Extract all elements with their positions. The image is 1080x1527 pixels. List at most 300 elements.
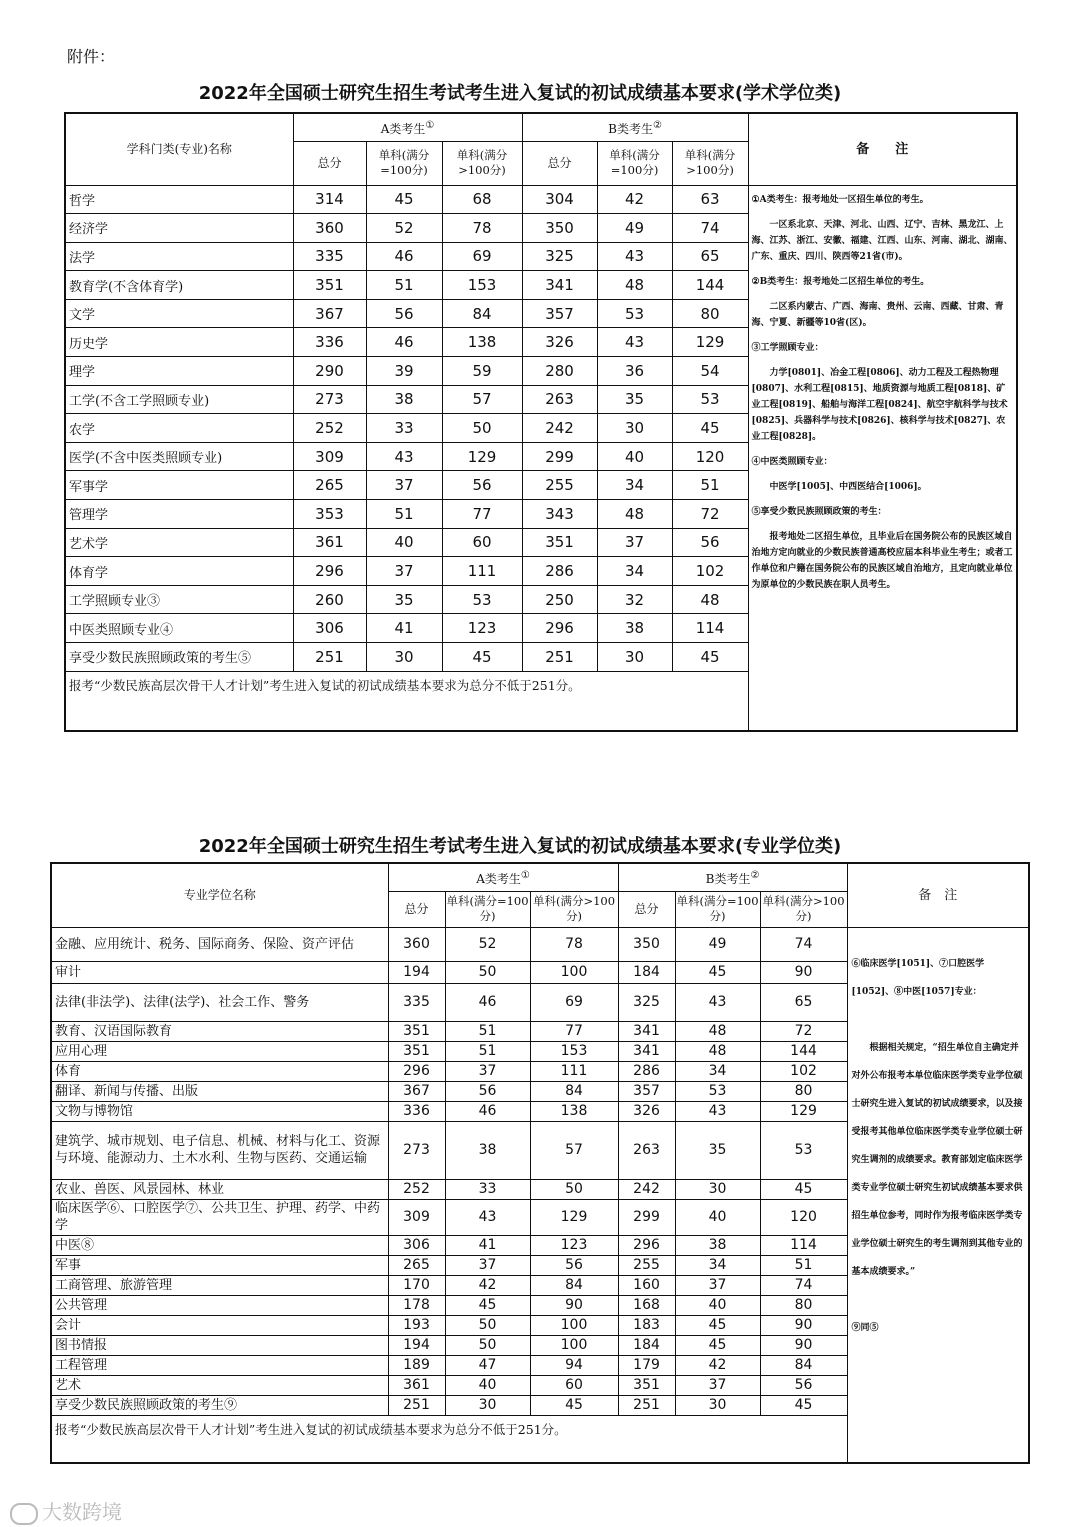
table-row bbox=[65, 185, 1017, 214]
score-cell: 36 bbox=[597, 357, 672, 386]
notes-cell bbox=[748, 185, 1017, 731]
score-cell: 41 bbox=[366, 614, 442, 643]
score-cell: 38 bbox=[675, 1235, 760, 1255]
score-cell: 54 bbox=[672, 357, 748, 386]
score-cell: 51 bbox=[445, 1041, 530, 1061]
score-cell: 37 bbox=[366, 471, 442, 500]
row-name: 法律(非法学)、法律(法学)、社会工作、警务 bbox=[51, 983, 388, 1021]
score-cell: 84 bbox=[760, 1355, 847, 1375]
row-name: 历史学 bbox=[65, 328, 293, 357]
score-cell: 138 bbox=[530, 1101, 618, 1121]
col-header-a-single100: 单科(满分=100分) bbox=[366, 141, 442, 185]
score-cell: 296 bbox=[388, 1061, 445, 1081]
score-cell: 194 bbox=[388, 1335, 445, 1355]
score-cell: 45 bbox=[445, 1295, 530, 1315]
score-cell: 242 bbox=[522, 414, 597, 443]
score-cell: 90 bbox=[760, 1335, 847, 1355]
score-cell: 59 bbox=[442, 357, 522, 386]
score-cell: 30 bbox=[597, 643, 672, 672]
score-cell: 360 bbox=[293, 214, 366, 243]
score-cell: 326 bbox=[522, 328, 597, 357]
score-cell: 45 bbox=[675, 961, 760, 983]
score-cell: 242 bbox=[618, 1179, 675, 1199]
score-cell: 30 bbox=[366, 643, 442, 672]
col-header-name: 专业学位名称 bbox=[51, 863, 388, 927]
score-cell: 100 bbox=[530, 1315, 618, 1335]
score-cell: 52 bbox=[366, 214, 442, 243]
score-cell: 37 bbox=[597, 528, 672, 557]
col-header-a-total: 总分 bbox=[388, 891, 445, 927]
attachment-label: 附件： bbox=[67, 47, 116, 66]
score-cell: 144 bbox=[760, 1041, 847, 1061]
score-cell: 184 bbox=[618, 1335, 675, 1355]
row-name: 享受少数民族照顾政策的考生⑤ bbox=[65, 643, 293, 672]
score-cell: 63 bbox=[672, 185, 748, 214]
score-cell: 357 bbox=[522, 299, 597, 328]
score-cell: 43 bbox=[366, 442, 442, 471]
note-paragraph: ②B类考生：报考地处二区招生单位的考生。 bbox=[751, 276, 930, 287]
score-cell: 46 bbox=[445, 983, 530, 1021]
watermark: 大数跨境 bbox=[10, 1496, 122, 1525]
row-name: 翻译、新闻与传播、出版 bbox=[51, 1081, 388, 1101]
score-cell: 251 bbox=[618, 1395, 675, 1415]
note-paragraph: 根据相关规定，“招生单位自主确定并对外公布报考本单位临床医学类专业学位硕士研究生进入复试的初试成绩要求，以及接受报考其他单位临床医学类专业学位硕士研究生调剂的成绩要求。教育部划定临床医学类专业学位硕士研究生初试成绩基本要求供招生单位参考，同时作为报考临床医学类专业学位硕士研究生的考生调剂到其他专业的基本成绩要求。” bbox=[851, 1042, 1023, 1277]
row-name: 工学(不含工学照顾专业) bbox=[65, 385, 293, 414]
score-cell: 343 bbox=[522, 500, 597, 529]
score-cell: 45 bbox=[675, 1335, 760, 1355]
score-cell: 51 bbox=[366, 500, 442, 529]
footer-note: 报考“少数民族高层次骨干人才计划”考生进入复试的初试成绩基本要求为总分不低于251分。 bbox=[51, 1415, 847, 1463]
score-cell: 251 bbox=[293, 643, 366, 672]
score-cell: 35 bbox=[366, 585, 442, 614]
score-cell: 69 bbox=[530, 983, 618, 1021]
col-header-b-single100: 单科(满分=100分) bbox=[597, 141, 672, 185]
score-cell: 74 bbox=[760, 1275, 847, 1295]
col-header-notes: 备 注 bbox=[847, 863, 1029, 927]
score-cell: 351 bbox=[388, 1021, 445, 1041]
score-cell: 350 bbox=[618, 927, 675, 961]
row-name: 会计 bbox=[51, 1315, 388, 1335]
row-name: 中医⑧ bbox=[51, 1235, 388, 1255]
score-cell: 102 bbox=[760, 1061, 847, 1081]
score-cell: 309 bbox=[388, 1199, 445, 1235]
row-name: 军事 bbox=[51, 1255, 388, 1275]
score-cell: 47 bbox=[445, 1355, 530, 1375]
row-name: 体育 bbox=[51, 1061, 388, 1081]
col-header-a-single100: 单科(满分=100分) bbox=[445, 891, 530, 927]
score-cell: 168 bbox=[618, 1295, 675, 1315]
score-cell: 160 bbox=[618, 1275, 675, 1295]
score-cell: 144 bbox=[672, 271, 748, 300]
score-cell: 46 bbox=[366, 328, 442, 357]
row-name: 医学(不含中医类照顾专业) bbox=[65, 442, 293, 471]
score-cell: 45 bbox=[442, 643, 522, 672]
score-cell: 40 bbox=[597, 442, 672, 471]
score-cell: 40 bbox=[445, 1375, 530, 1395]
score-cell: 33 bbox=[366, 414, 442, 443]
col-header-b-group: B类考生② bbox=[618, 863, 847, 891]
score-cell: 43 bbox=[597, 242, 672, 271]
score-cell: 46 bbox=[445, 1101, 530, 1121]
score-cell: 255 bbox=[618, 1255, 675, 1275]
score-cell: 53 bbox=[760, 1121, 847, 1179]
note-paragraph: 二区系内蒙古、广西、海南、贵州、云南、西藏、甘肃、青海、宁夏、新疆等10省(区)。 bbox=[751, 301, 1004, 328]
note-paragraph: ⑥临床医学[1051]、⑦口腔医学[1052]、⑧中医[1057]专业： bbox=[851, 958, 985, 997]
col-header-a-single-gt100: 单科(满分>100分) bbox=[530, 891, 618, 927]
score-cell: 50 bbox=[445, 1315, 530, 1335]
score-cell: 45 bbox=[366, 185, 442, 214]
score-cell: 286 bbox=[522, 557, 597, 586]
score-cell: 189 bbox=[388, 1355, 445, 1375]
score-cell: 72 bbox=[672, 500, 748, 529]
score-cell: 69 bbox=[442, 242, 522, 271]
table1-title: 2022年全国硕士研究生招生考试考生进入复试的初试成绩基本要求(学术学位类) bbox=[198, 83, 842, 104]
score-cell: 351 bbox=[293, 271, 366, 300]
score-cell: 326 bbox=[618, 1101, 675, 1121]
note-paragraph: ⑨同⑤ bbox=[851, 1322, 879, 1333]
score-cell: 178 bbox=[388, 1295, 445, 1315]
score-cell: 43 bbox=[675, 983, 760, 1021]
score-cell: 360 bbox=[388, 927, 445, 961]
score-cell: 325 bbox=[522, 242, 597, 271]
score-cell: 53 bbox=[442, 585, 522, 614]
row-name: 建筑学、城市规划、电子信息、机械、材料与化工、资源与环境、能源动力、土木水利、生物与医药、交通运输 bbox=[51, 1121, 388, 1179]
notes-cell bbox=[847, 927, 1029, 1463]
score-cell: 335 bbox=[293, 242, 366, 271]
note-paragraph: 中医学[1005]、中西医结合[1006]。 bbox=[751, 481, 927, 492]
row-name: 艺术 bbox=[51, 1375, 388, 1395]
score-cell: 72 bbox=[760, 1021, 847, 1041]
score-cell: 123 bbox=[530, 1235, 618, 1255]
score-cell: 129 bbox=[760, 1101, 847, 1121]
score-cell: 51 bbox=[445, 1021, 530, 1041]
score-cell: 37 bbox=[675, 1275, 760, 1295]
score-cell: 102 bbox=[672, 557, 748, 586]
score-cell: 252 bbox=[388, 1179, 445, 1199]
row-name: 文物与博物馆 bbox=[51, 1101, 388, 1121]
col-header-a-single-gt100: 单科(满分>100分) bbox=[442, 141, 522, 185]
row-name: 金融、应用统计、税务、国际商务、保险、资产评估 bbox=[51, 927, 388, 961]
score-cell: 361 bbox=[388, 1375, 445, 1395]
score-cell: 280 bbox=[522, 357, 597, 386]
note-paragraph: ③工学照顾专业： bbox=[751, 342, 824, 353]
score-cell: 48 bbox=[597, 500, 672, 529]
row-name: 理学 bbox=[65, 357, 293, 386]
col-header-a-group: A类考生① bbox=[388, 863, 618, 891]
score-cell: 48 bbox=[675, 1041, 760, 1061]
score-cell: 53 bbox=[597, 299, 672, 328]
score-cell: 38 bbox=[445, 1121, 530, 1179]
score-cell: 74 bbox=[760, 927, 847, 961]
score-cell: 77 bbox=[530, 1021, 618, 1041]
score-cell: 265 bbox=[293, 471, 366, 500]
score-cell: 84 bbox=[530, 1275, 618, 1295]
score-cell: 32 bbox=[597, 585, 672, 614]
score-cell: 306 bbox=[293, 614, 366, 643]
score-cell: 65 bbox=[760, 983, 847, 1021]
score-cell: 80 bbox=[672, 299, 748, 328]
score-cell: 351 bbox=[618, 1375, 675, 1395]
row-name: 图书情报 bbox=[51, 1335, 388, 1355]
score-cell: 34 bbox=[597, 557, 672, 586]
score-cell: 351 bbox=[522, 528, 597, 557]
score-cell: 114 bbox=[760, 1235, 847, 1255]
note-paragraph: 力学[0801]、冶金工程[0806]、动力工程及工程热物理[0807]、水利工程[0815]、地质资源与地质工程[0818]、矿业工程[0819]、船舶与海洋工程[0824]、航空宇航科学与技术[0825]、兵器科学与技术[0826]、核科学与技术[0827]、农业工程[0828]。 bbox=[751, 367, 1008, 442]
score-cell: 40 bbox=[675, 1295, 760, 1315]
score-cell: 296 bbox=[293, 557, 366, 586]
score-cell: 80 bbox=[760, 1295, 847, 1315]
score-cell: 120 bbox=[760, 1199, 847, 1235]
row-name: 临床医学⑥、口腔医学⑦、公共卫生、护理、药学、中药学 bbox=[51, 1199, 388, 1235]
score-cell: 45 bbox=[675, 1315, 760, 1335]
row-name: 应用心理 bbox=[51, 1041, 388, 1061]
score-cell: 273 bbox=[293, 385, 366, 414]
score-cell: 299 bbox=[618, 1199, 675, 1235]
professional-degree-table bbox=[50, 862, 1030, 1464]
score-cell: 350 bbox=[522, 214, 597, 243]
col-header-b-single-gt100: 单科(满分>100分) bbox=[760, 891, 847, 927]
score-cell: 84 bbox=[442, 299, 522, 328]
score-cell: 42 bbox=[445, 1275, 530, 1295]
score-cell: 56 bbox=[366, 299, 442, 328]
score-cell: 314 bbox=[293, 185, 366, 214]
score-cell: 341 bbox=[618, 1041, 675, 1061]
score-cell: 357 bbox=[618, 1081, 675, 1101]
score-cell: 78 bbox=[442, 214, 522, 243]
score-cell: 56 bbox=[760, 1375, 847, 1395]
score-cell: 367 bbox=[388, 1081, 445, 1101]
score-cell: 336 bbox=[293, 328, 366, 357]
score-cell: 361 bbox=[293, 528, 366, 557]
row-name: 哲学 bbox=[65, 185, 293, 214]
score-cell: 120 bbox=[672, 442, 748, 471]
score-cell: 341 bbox=[522, 271, 597, 300]
row-name: 审计 bbox=[51, 961, 388, 983]
score-cell: 37 bbox=[445, 1061, 530, 1081]
row-name: 中医类照顾专业④ bbox=[65, 614, 293, 643]
col-header-notes: 备 注 bbox=[748, 113, 1017, 185]
score-cell: 45 bbox=[530, 1395, 618, 1415]
score-cell: 251 bbox=[388, 1395, 445, 1415]
score-cell: 304 bbox=[522, 185, 597, 214]
score-cell: 40 bbox=[366, 528, 442, 557]
row-name: 公共管理 bbox=[51, 1295, 388, 1315]
score-cell: 263 bbox=[522, 385, 597, 414]
row-name: 管理学 bbox=[65, 500, 293, 529]
row-name: 工学照顾专业③ bbox=[65, 585, 293, 614]
score-cell: 56 bbox=[530, 1255, 618, 1275]
row-name: 法学 bbox=[65, 242, 293, 271]
score-cell: 84 bbox=[530, 1081, 618, 1101]
score-cell: 49 bbox=[597, 214, 672, 243]
score-cell: 252 bbox=[293, 414, 366, 443]
score-cell: 129 bbox=[442, 442, 522, 471]
score-cell: 341 bbox=[618, 1021, 675, 1041]
footer-note: 报考“少数民族高层次骨干人才计划”考生进入复试的初试成绩基本要求为总分不低于251分。 bbox=[65, 671, 748, 731]
table-row bbox=[51, 927, 1029, 961]
score-cell: 48 bbox=[672, 585, 748, 614]
score-cell: 336 bbox=[388, 1101, 445, 1121]
score-cell: 33 bbox=[445, 1179, 530, 1199]
score-cell: 56 bbox=[442, 471, 522, 500]
score-cell: 290 bbox=[293, 357, 366, 386]
col-header-b-single100: 单科(满分=100分) bbox=[675, 891, 760, 927]
score-cell: 37 bbox=[445, 1255, 530, 1275]
score-cell: 60 bbox=[530, 1375, 618, 1395]
score-cell: 260 bbox=[293, 585, 366, 614]
score-cell: 68 bbox=[442, 185, 522, 214]
score-cell: 52 bbox=[445, 927, 530, 961]
score-cell: 153 bbox=[530, 1041, 618, 1061]
row-name: 体育学 bbox=[65, 557, 293, 586]
col-header-b-single-gt100: 单科(满分>100分) bbox=[672, 141, 748, 185]
col-header-a-group: A类考生① bbox=[293, 113, 522, 141]
row-name: 工程管理 bbox=[51, 1355, 388, 1375]
score-cell: 296 bbox=[522, 614, 597, 643]
score-cell: 193 bbox=[388, 1315, 445, 1335]
score-cell: 90 bbox=[530, 1295, 618, 1315]
score-cell: 78 bbox=[530, 927, 618, 961]
score-cell: 90 bbox=[760, 1315, 847, 1335]
score-cell: 51 bbox=[672, 471, 748, 500]
score-cell: 263 bbox=[618, 1121, 675, 1179]
score-cell: 111 bbox=[530, 1061, 618, 1081]
col-header-b-group: B类考生② bbox=[522, 113, 748, 141]
score-cell: 100 bbox=[530, 961, 618, 983]
score-cell: 353 bbox=[293, 500, 366, 529]
score-cell: 35 bbox=[597, 385, 672, 414]
score-cell: 45 bbox=[672, 414, 748, 443]
score-cell: 38 bbox=[597, 614, 672, 643]
score-cell: 74 bbox=[672, 214, 748, 243]
score-cell: 325 bbox=[618, 983, 675, 1021]
score-cell: 299 bbox=[522, 442, 597, 471]
score-cell: 335 bbox=[388, 983, 445, 1021]
row-name: 工商管理、旅游管理 bbox=[51, 1275, 388, 1295]
score-cell: 45 bbox=[760, 1395, 847, 1415]
score-cell: 179 bbox=[618, 1355, 675, 1375]
score-cell: 45 bbox=[672, 643, 748, 672]
score-cell: 50 bbox=[445, 961, 530, 983]
score-cell: 38 bbox=[366, 385, 442, 414]
score-cell: 77 bbox=[442, 500, 522, 529]
score-cell: 49 bbox=[675, 927, 760, 961]
row-name: 艺术学 bbox=[65, 528, 293, 557]
score-cell: 30 bbox=[445, 1395, 530, 1415]
score-cell: 34 bbox=[597, 471, 672, 500]
academic-degree-table bbox=[64, 112, 1018, 732]
score-cell: 37 bbox=[366, 557, 442, 586]
score-cell: 40 bbox=[675, 1199, 760, 1235]
row-name: 教育、汉语国际教育 bbox=[51, 1021, 388, 1041]
score-cell: 94 bbox=[530, 1355, 618, 1375]
row-name: 农学 bbox=[65, 414, 293, 443]
score-cell: 194 bbox=[388, 961, 445, 983]
col-header-name: 学科门类(专业)名称 bbox=[65, 113, 293, 185]
score-cell: 100 bbox=[530, 1335, 618, 1355]
score-cell: 46 bbox=[366, 242, 442, 271]
col-header-b-total: 总分 bbox=[522, 141, 597, 185]
score-cell: 50 bbox=[445, 1335, 530, 1355]
score-cell: 309 bbox=[293, 442, 366, 471]
score-cell: 30 bbox=[675, 1179, 760, 1199]
score-cell: 34 bbox=[675, 1255, 760, 1275]
score-cell: 57 bbox=[442, 385, 522, 414]
table2-title: 2022年全国硕士研究生招生考试考生进入复试的初试成绩基本要求(专业学位类) bbox=[198, 836, 842, 857]
score-cell: 251 bbox=[522, 643, 597, 672]
watermark-logo-icon bbox=[10, 1503, 38, 1525]
score-cell: 153 bbox=[442, 271, 522, 300]
note-paragraph: ④中医类照顾专业： bbox=[751, 456, 833, 467]
score-cell: 41 bbox=[445, 1235, 530, 1255]
score-cell: 129 bbox=[672, 328, 748, 357]
score-cell: 170 bbox=[388, 1275, 445, 1295]
score-cell: 56 bbox=[672, 528, 748, 557]
row-name: 享受少数民族照顾政策的考生⑨ bbox=[51, 1395, 388, 1415]
score-cell: 250 bbox=[522, 585, 597, 614]
score-cell: 42 bbox=[597, 185, 672, 214]
score-cell: 80 bbox=[760, 1081, 847, 1101]
score-cell: 43 bbox=[675, 1101, 760, 1121]
note-paragraph: ⑤享受少数民族照顾政策的考生： bbox=[751, 506, 887, 517]
score-cell: 51 bbox=[366, 271, 442, 300]
score-cell: 50 bbox=[442, 414, 522, 443]
score-cell: 111 bbox=[442, 557, 522, 586]
score-cell: 48 bbox=[597, 271, 672, 300]
col-header-a-total: 总分 bbox=[293, 141, 366, 185]
score-cell: 90 bbox=[760, 961, 847, 983]
score-cell: 183 bbox=[618, 1315, 675, 1335]
score-cell: 51 bbox=[760, 1255, 847, 1275]
score-cell: 48 bbox=[675, 1021, 760, 1041]
row-name: 经济学 bbox=[65, 214, 293, 243]
note-paragraph: 报考地处二区招生单位，且毕业后在国务院公布的民族区域自治地方定向就业的少数民族普通高校应届本科毕业生考生；或者工作单位和户籍在国务院公布的民族区域自治地方，且定向就业单位为原单位的少数民族在职人员考生。 bbox=[751, 531, 1013, 590]
score-cell: 60 bbox=[442, 528, 522, 557]
score-cell: 255 bbox=[522, 471, 597, 500]
note-paragraph: 一区系北京、天津、河北、山西、辽宁、吉林、黑龙江、上海、江苏、浙江、安徽、福建、江西、山东、河南、湖北、湖南、广东、重庆、四川、陕西等21省(市)。 bbox=[751, 219, 1013, 262]
score-cell: 43 bbox=[445, 1199, 530, 1235]
score-cell: 57 bbox=[530, 1121, 618, 1179]
note-paragraph: ①A类考生：报考地处一区招生单位的考生。 bbox=[751, 194, 929, 205]
score-cell: 184 bbox=[618, 961, 675, 983]
score-cell: 65 bbox=[672, 242, 748, 271]
score-cell: 42 bbox=[675, 1355, 760, 1375]
score-cell: 306 bbox=[388, 1235, 445, 1255]
score-cell: 45 bbox=[760, 1179, 847, 1199]
score-cell: 30 bbox=[675, 1395, 760, 1415]
score-cell: 123 bbox=[442, 614, 522, 643]
score-cell: 53 bbox=[672, 385, 748, 414]
score-cell: 367 bbox=[293, 299, 366, 328]
row-name: 农业、兽医、风景园林、林业 bbox=[51, 1179, 388, 1199]
col-header-b-total: 总分 bbox=[618, 891, 675, 927]
score-cell: 37 bbox=[675, 1375, 760, 1395]
score-cell: 43 bbox=[597, 328, 672, 357]
score-cell: 34 bbox=[675, 1061, 760, 1081]
row-name: 教育学(不含体育学) bbox=[65, 271, 293, 300]
score-cell: 53 bbox=[675, 1081, 760, 1101]
score-cell: 138 bbox=[442, 328, 522, 357]
score-cell: 35 bbox=[675, 1121, 760, 1179]
row-name: 军事学 bbox=[65, 471, 293, 500]
score-cell: 265 bbox=[388, 1255, 445, 1275]
score-cell: 114 bbox=[672, 614, 748, 643]
score-cell: 273 bbox=[388, 1121, 445, 1179]
score-cell: 30 bbox=[597, 414, 672, 443]
row-name: 文学 bbox=[65, 299, 293, 328]
score-cell: 296 bbox=[618, 1235, 675, 1255]
score-cell: 286 bbox=[618, 1061, 675, 1081]
